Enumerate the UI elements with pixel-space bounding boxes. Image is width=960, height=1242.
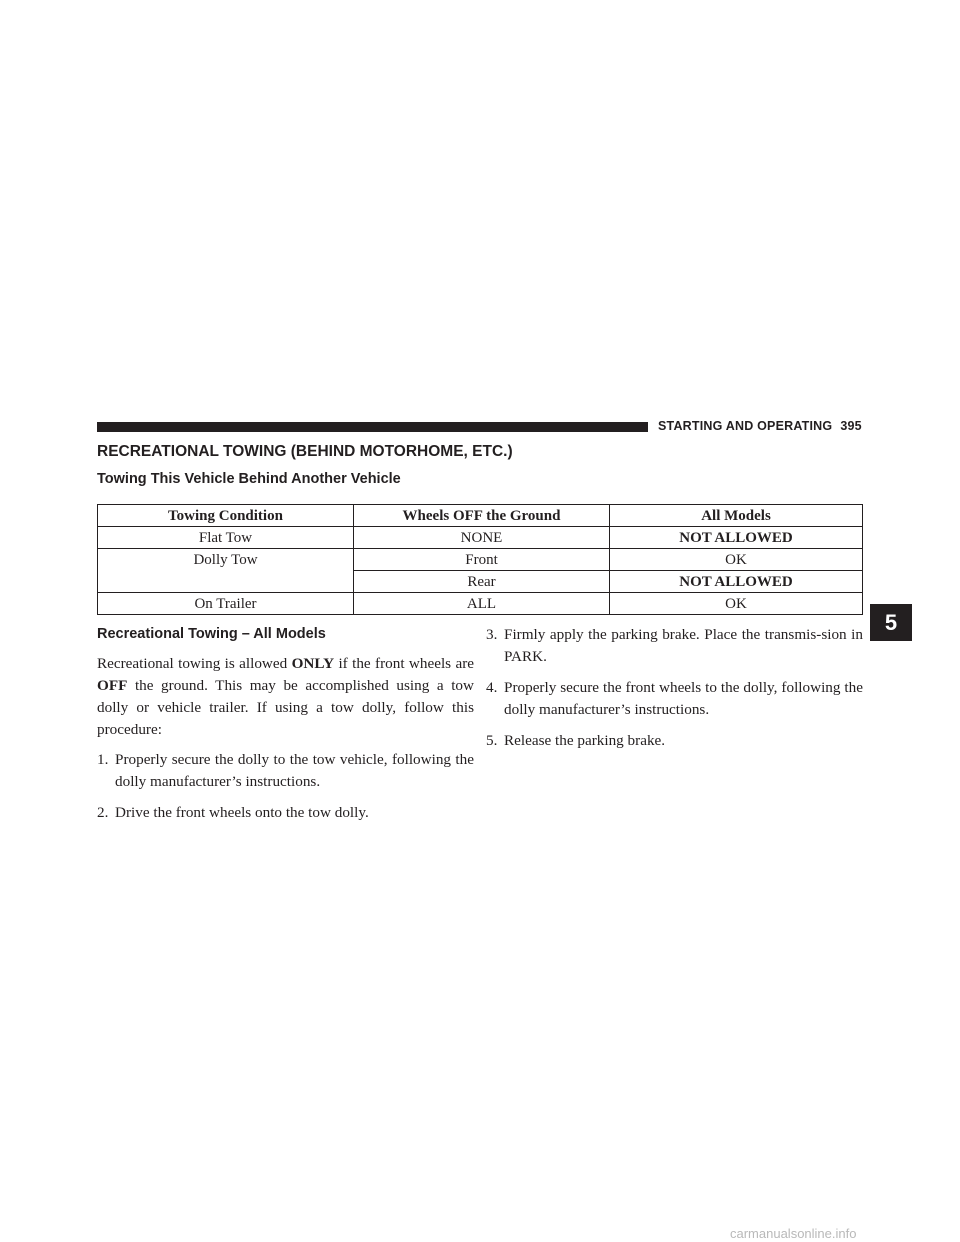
cell-condition [98,571,354,593]
running-head [658,419,864,433]
step-number: 2. [97,804,109,821]
table-row [98,593,863,615]
intro-paragraph [97,653,474,741]
step-text: Properly secure the dolly to the tow vehicle, following the dolly manufacturer’s instructions. [115,751,474,790]
step-number: 3. [486,626,498,643]
step-3 [486,624,863,668]
intro-text-1: Recreational towing is allowed [97,655,292,672]
table-row [98,571,863,593]
cell-wheels: NONE [354,527,610,549]
step-text: Firmly apply the parking brake. Place the transmis-sion in PARK. [504,626,863,665]
chapter-tab: 5 [870,604,912,641]
step-number: 5. [486,732,498,749]
header-wheels-off: Wheels OFF the Ground [354,505,610,527]
step-number: 4. [486,679,498,696]
cell-models: OK [610,593,863,615]
cell-models: OK [610,549,863,571]
header-towing-condition: Towing Condition [98,505,354,527]
header-all-models: All Models [610,505,863,527]
intro-text-2: if the front wheels are [334,655,474,672]
right-column [486,624,863,761]
left-column [97,624,474,833]
step-5 [486,730,863,752]
step-number: 1. [97,751,109,768]
body-heading: Recreational Towing – All Models [97,626,326,642]
page-number: 395 [840,419,862,433]
step-text: Release the parking brake. [504,732,666,749]
table-row [98,549,863,571]
cell-models: NOT ALLOWED [610,571,863,593]
step-1 [97,749,474,793]
cell-wheels: ALL [354,593,610,615]
cell-condition: Dolly Tow [98,549,354,571]
section-title: RECREATIONAL TOWING (BEHIND MOTORHOME, ETC.) [97,443,513,460]
cell-condition: Flat Tow [98,527,354,549]
sub-title: Towing This Vehicle Behind Another Vehicle [97,471,401,487]
intro-bold-only: ONLY [291,655,335,672]
step-4 [486,677,863,721]
step-text: Drive the front wheels onto the tow dolly. [115,804,369,821]
cell-models: NOT ALLOWED [610,527,863,549]
intro-bold-off: OFF [97,677,128,694]
cell-condition: On Trailer [98,593,354,615]
step-2 [97,802,474,824]
table-row [98,527,863,549]
header-rule [97,422,648,432]
table-header-row [98,505,863,527]
intro-text-3: the ground. This may be accomplished using a tow dolly or vehicle trailer. If using a tow dolly, follow this procedure: [97,677,474,738]
running-head-section: STARTING AND OPERATING [658,419,833,433]
towing-table [97,504,863,615]
watermark: carmanualsonline.info [730,1226,857,1241]
cell-wheels: Front [354,549,610,571]
cell-wheels: Rear [354,571,610,593]
step-text: Properly secure the front wheels to the dolly, following the dolly manufacturer’s instructions. [504,679,863,718]
